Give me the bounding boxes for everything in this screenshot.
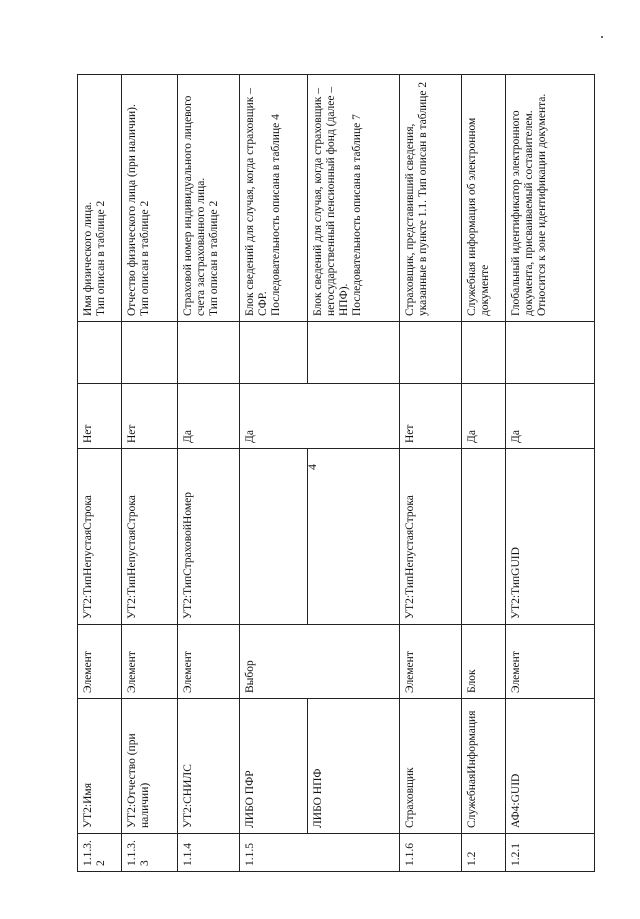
extra-column	[308, 322, 400, 384]
item-number	[308, 834, 400, 872]
item-number: 1.1.3.3	[122, 834, 178, 872]
element-name: УТ2:Имя	[78, 699, 122, 834]
element-name: АФ4:GUID	[506, 699, 595, 834]
element-type: УТ2:ТипНепустаяСтрока	[78, 449, 122, 625]
required-flag	[308, 384, 400, 449]
table-row	[178, 75, 240, 872]
table-row	[122, 75, 178, 872]
table-row	[462, 75, 506, 872]
table-row	[308, 75, 400, 872]
item-number: 1.2	[462, 834, 506, 872]
element-type	[240, 449, 308, 625]
element-kind: Элемент	[506, 625, 595, 699]
element-kind: Блок	[462, 625, 506, 699]
element-type	[462, 449, 506, 625]
element-name: ЛИБО ПФР	[240, 699, 308, 834]
description: Глобальный идентификатор электронного документа, присваиваемый составителем. Относится к зоне идентификации документа.	[506, 75, 595, 322]
description: Страховой номер индивидуального лицевого счета застрахованного лица. Тип описан в таблице 2	[178, 75, 240, 322]
element-type: УТ2:ТипСтраховойНомер	[178, 449, 240, 625]
element-kind: Выбор	[240, 625, 308, 699]
element-type: УТ2:ТипНепустаяСтрока	[122, 449, 178, 625]
required-flag: Нет	[400, 384, 462, 449]
element-type	[308, 449, 400, 625]
element-kind: Элемент	[122, 625, 178, 699]
description: Блок сведений для случая, когда страховщик – СФР. Последовательность описана в таблице 4	[240, 75, 308, 322]
extra-column	[462, 322, 506, 384]
element-name: Страховщик	[400, 699, 462, 834]
extra-column	[506, 322, 595, 384]
element-kind: Элемент	[178, 625, 240, 699]
element-name: УТ2:СНИЛС	[178, 699, 240, 834]
table-row	[400, 75, 462, 872]
table-row	[506, 75, 595, 872]
element-kind: Элемент	[78, 625, 122, 699]
table-row	[78, 75, 122, 872]
element-type: УТ2:ТипGUID	[506, 449, 595, 625]
required-flag: Да	[178, 384, 240, 449]
required-flag: Нет	[122, 384, 178, 449]
extra-column	[400, 322, 462, 384]
description: Имя физического лица. Тип описан в таблице 2	[78, 75, 122, 322]
description: Блок сведений для случая, когда страховщик – негосударственный пенсионный фонд (далее – НПФ). Последовательность описана в таблице 7	[308, 75, 400, 322]
extra-column	[240, 322, 308, 384]
element-kind	[308, 625, 400, 699]
element-name: УТ2:Отчество (при наличии)	[122, 699, 178, 834]
page-number: 4	[305, 464, 319, 470]
extra-column	[122, 322, 178, 384]
element-name: ЛИБО НПФ	[308, 699, 400, 834]
extra-column	[78, 322, 122, 384]
description: Страховщик, представивший сведения, указанные в пункте 1.1. Тип описан в таблице 2	[400, 75, 462, 322]
required-flag: Да	[506, 384, 595, 449]
required-flag: Нет	[78, 384, 122, 449]
required-flag: Да	[240, 384, 308, 449]
item-number: 1.1.3.2	[78, 834, 122, 872]
element-kind: Элемент	[400, 625, 462, 699]
item-number: 1.1.4	[178, 834, 240, 872]
description: Служебная информация об электронном документе	[462, 75, 506, 322]
element-name: СлужебнаяИнформация	[462, 699, 506, 834]
item-number: 1.1.5	[240, 834, 308, 872]
schema-table	[77, 75, 594, 872]
element-type: УТ2:ТипНепустаяСтрока	[400, 449, 462, 625]
table-row	[240, 75, 308, 872]
item-number: 1.2.1	[506, 834, 595, 872]
item-number: 1.1.6	[400, 834, 462, 872]
scan-speck	[601, 36, 603, 38]
description: Отчество физического лица (при наличии). Тип описан в таблице 2	[122, 75, 178, 322]
extra-column	[178, 322, 240, 384]
required-flag: Да	[462, 384, 506, 449]
